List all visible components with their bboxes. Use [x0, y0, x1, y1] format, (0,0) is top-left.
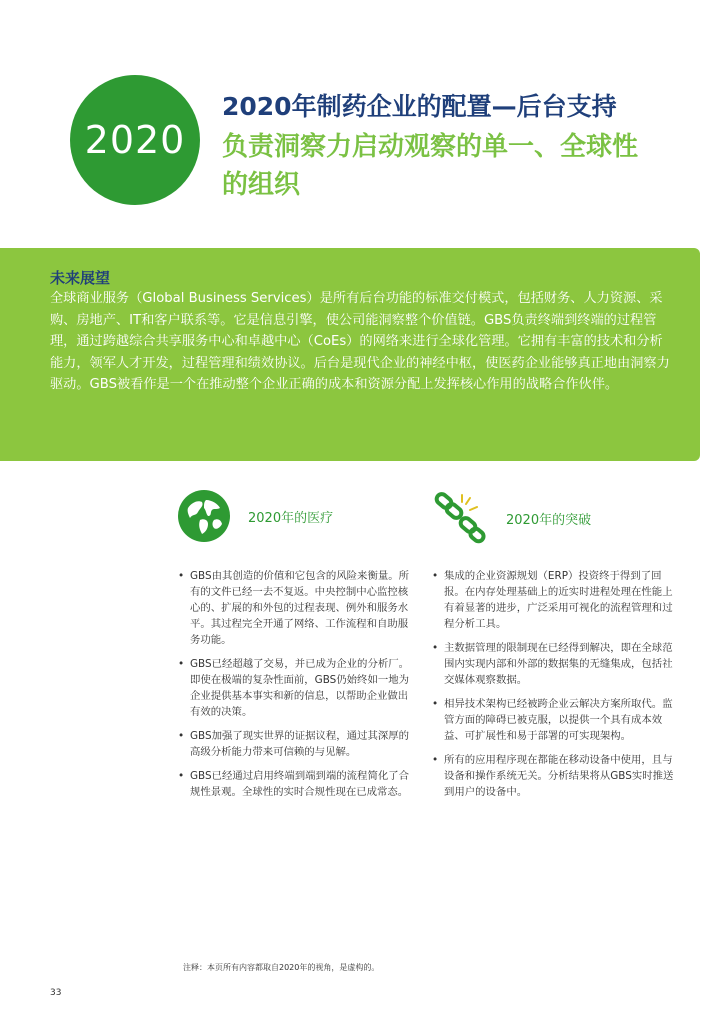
column-title-breakthrough: 2020年的突破	[506, 512, 592, 528]
list-item: • 所有的应用程序现在都能在移动设备中使用，且与设备和操作系统无关。分析结果将从GBS实时推送到用户的设备中。	[432, 752, 680, 800]
column-header-healthcare	[178, 490, 333, 542]
page-title: 2020年制药企业的配置—后台支持	[222, 92, 617, 121]
column-title-healthcare: 2020年的医疗	[248, 510, 334, 526]
list-item: • 相异技术架构已经被跨企业云解决方案所取代。监管方面的障碍已被克服，以提供一个具有成本效益、可扩展性和易于部署的可实现架构。	[432, 696, 680, 744]
broken-chain-icon	[432, 490, 488, 546]
list-item: • GBS由其创造的价值和它包含的风险来衡量。所有的文件已经一去不复返。中央控制中心监控核心的、扩展的和外包的过程表现、例外和服务水平。其过程完全开通了网络、工作流程和自助服务功能。	[178, 568, 416, 648]
outlook-body: 全球商业服务（Global Business Services）是所有后台功能的标准交付模式，包括财务、人力资源、采购、房地产、IT和客户联系等。它是信息引擎，使公司能洞察整个价值链。GBS负责终端到终端的过程管理，通过跨越综合共享服务中心和卓越中心（CoEs）的网络来进行全球化管理。它拥有丰富的技术和分析能力，领军人才开发，过程管理和绩效协议。后台是现代企业的神经中枢，使医药企业能够真正地由洞察力驱动。GBS被看作是一个在推动整个企业正确的成本和资源分配上发挥核心作用的战略合作伙伴。	[50, 291, 670, 392]
bullet-list-breakthrough	[432, 568, 680, 808]
list-item: • 集成的企业资源规划（ERP）投资终于得到了回报。在内存处理基础上的近实时进程处理在性能上有着显著的进步，广泛采用可视化的流程管理和过程分析工具。	[432, 568, 680, 632]
page-subtitle: 负责洞察力启动观察的单一、全球性的组织	[222, 132, 639, 200]
page-number: 33	[50, 988, 62, 998]
outlook-panel	[0, 248, 700, 461]
footnote: 注释：本页所有内容都取自2020年的视角，是虚构的。	[183, 963, 380, 972]
list-item: • GBS加强了现实世界的证据议程，通过其深厚的高级分析能力带来可信赖的与见解。	[178, 728, 416, 760]
list-item: • GBS已经通过启用终端到端到端的流程简化了合规性景观。全球性的实时合规性现在已成常态。	[178, 768, 416, 800]
year-badge-text: 2020	[84, 118, 186, 162]
year-badge	[70, 75, 200, 205]
outlook-heading: 未来展望	[50, 269, 111, 287]
bullet-list-healthcare	[178, 568, 416, 808]
globe-icon	[178, 490, 230, 542]
column-header-breakthrough	[432, 490, 591, 546]
list-item: • 主数据管理的限制现在已经得到解决，即在全球范围内实现内部和外部的数据集的无缝集成，包括社交媒体观察数据。	[432, 640, 680, 688]
list-item: • GBS已经超越了交易，并已成为企业的分析厂。即使在极端的复杂性面前，GBS仍始终如一地为企业提供基本事实和新的信息，以帮助企业做出有效的决策。	[178, 656, 416, 720]
